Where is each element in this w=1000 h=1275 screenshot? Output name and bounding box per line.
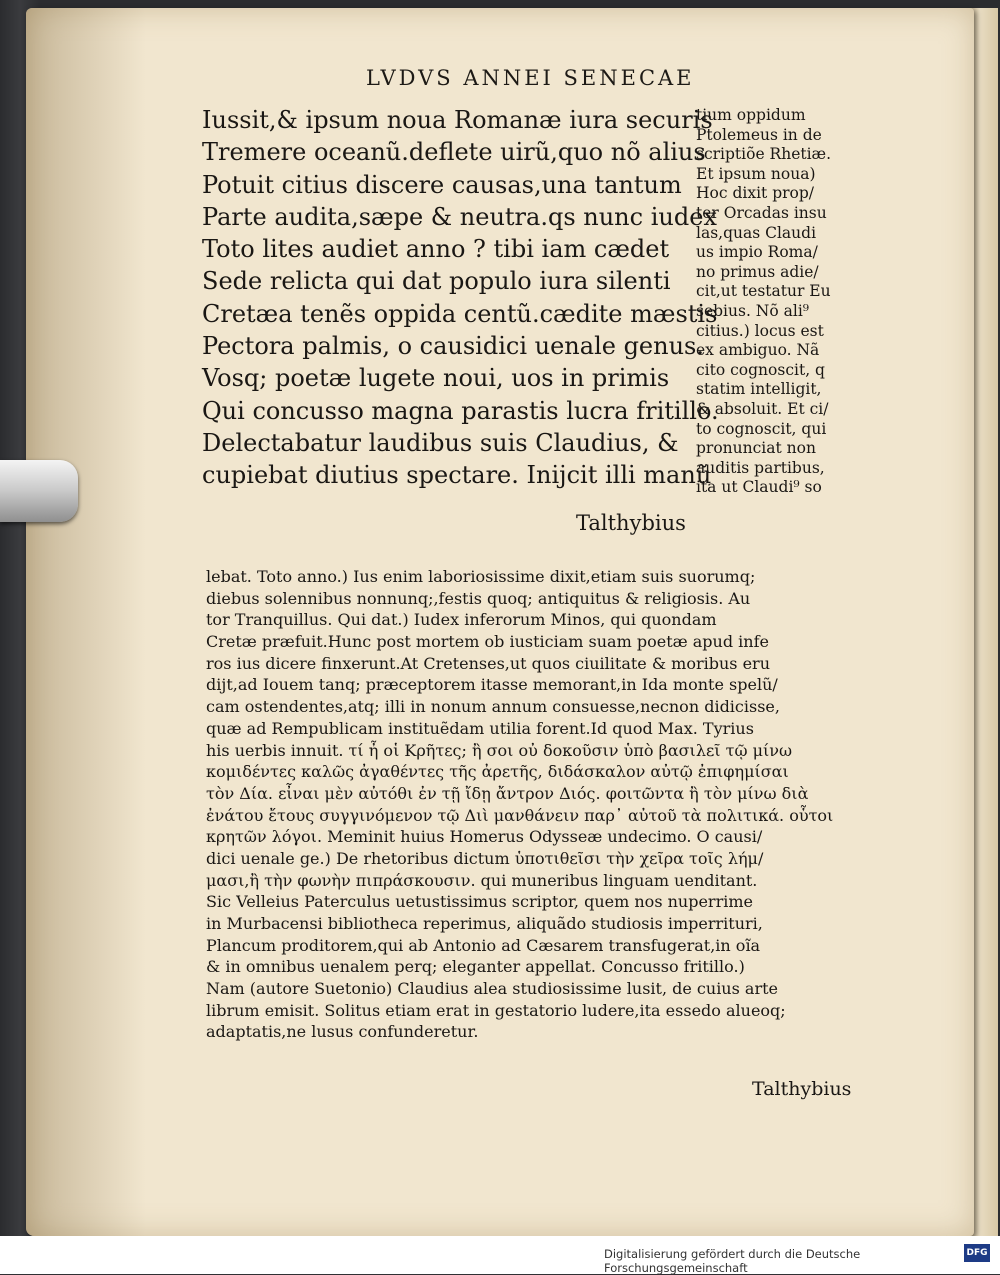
margin-note-line: cito cognoscit, q	[696, 360, 825, 379]
verse-line: Cretæa tenẽs oppida centũ.cædite mæstis	[202, 299, 718, 328]
commentary-line: μασι,ἢ τὴν φωνὴν πιπράσκουσιν. qui muneribus linguam uenditant.	[206, 870, 758, 890]
verse-speaker: Talthybius	[576, 511, 686, 535]
verse-line: Tremere oceanũ.deflete uirũ,quo nõ alius	[202, 138, 706, 167]
margin-note-line: no primus adie/	[696, 262, 819, 281]
commentary-line: librum emisit. Solitus etiam erat in gestatorio ludere,ita essedo alueoq;	[206, 1000, 786, 1020]
commentary-line: Plancum proditorem,qui ab Antonio ad Cæsarem transfugerat,in oĩa	[206, 935, 761, 955]
verse-line: Pectora palmis, o causidici uenale genus.	[202, 332, 704, 361]
verse-line: Parte audita,sæpe & neutra.qs nunc iudex	[202, 202, 717, 231]
margin-commentary	[696, 106, 872, 498]
verse-line: Vosq; poetæ lugete noui, uos in primis	[202, 364, 670, 393]
running-header: LVDVS ANNEI SENECAE	[366, 66, 695, 90]
margin-note-line: Hoc dixit prop/	[696, 184, 814, 203]
commentary-line: Nam (autore Suetonio) Claudius alea studiosissime lusit, de cuius arte	[206, 979, 778, 999]
commentary-line: his uerbis innuit. τί ἦ οἱ Κρῆτες; ἢ σοι οὐ δοκοῦσιν ὑπὸ βασιλεῖ τῷ μίνω	[206, 740, 793, 760]
commentary-line: in Murbacensi bibliotheca reperimus, aliquãdo studiosis imperrituri,	[206, 914, 763, 933]
commentary-line: κομιδέντες καλῶς ἀγαθέντες τῆς ἀρετῆς, διδάσκαλον αὐτῷ ἐπιφημίσαι	[206, 762, 789, 782]
commentary-line: dijt,ad Iouem tanq; præceptorem itasse memorant,in Ida monte spelũ/	[206, 675, 778, 695]
verse-line: Toto lites audiet anno ? tibi iam cædet	[202, 235, 670, 264]
margin-note-line: Et ipsum noua)	[696, 164, 816, 183]
commentary-line: dici uenale ge.) De rhetoribus dictum ὑποτιθεῖσι τὴν χεῖρα τοῖς λήμ/	[206, 848, 764, 868]
commentary-line: κρητῶν λόγοι. Meminit huius Homerus Odysseæ undecimo. O causi/	[206, 827, 763, 847]
commentary-line: quæ ad Rempublicam instituẽdam utilia forent.Id quod Max. Tyrius	[206, 718, 754, 738]
commentary-line: τὸν Δία. εἶναι μὲν αὐτόθι ἐν τῇ ἴδῃ ἄντρον Διός. φοιτῶντα ἢ τὸν μίνω διὰ	[206, 783, 809, 803]
margin-note-line: ter Orcadas insu	[696, 203, 827, 222]
margin-note-line: statim intelligit,	[696, 380, 822, 399]
verse-line: cupiebat diutius spectare. Inijcit illi manũ	[202, 461, 712, 490]
margin-note-line: Ptolemeus in de	[696, 125, 822, 144]
verse-line: Sede relicta qui dat populo iura silenti	[202, 267, 671, 296]
verse-block	[202, 104, 719, 492]
commentary-line: Sic Velleius Paterculus uetustissimus scriptor, quem nos nuperrime	[206, 892, 753, 912]
commentary-line: diebus solennibus nonnunq;,festis quoq; antiquitus & religiosis. Au	[206, 588, 751, 608]
verse-line: Qui concusso magna parastis lucra fritillo.	[202, 396, 719, 425]
catchword: Talthybius	[752, 1078, 852, 1100]
commentary-line: tor Tranquillus. Qui dat.) Iudex inferorum Minos, qui quondam	[206, 610, 717, 630]
verse-line: Iussit,& ipsum noua Romanæ iura securis	[202, 106, 713, 134]
footer-credit: Digitalisierung gefördert durch die Deutsche Forschungsgemeinschaft	[604, 1247, 861, 1275]
margin-note-line: sebius. Nõ ali⁹	[696, 301, 809, 320]
commentary-line: & in omnibus uenalem perq; eleganter appellat. Concusso fritillo.)	[206, 957, 745, 977]
margin-note-line: cit,ut testatur Eu	[696, 282, 831, 301]
dfg-logo: DFG	[964, 1244, 990, 1262]
margin-note-line: scriptiõe Rhetiæ.	[696, 145, 832, 164]
commentary-line: cam ostendentes,atq; illi in nonum annum consuesse,necnon didicisse,	[206, 697, 780, 717]
margin-note-line: pronunciat non	[696, 439, 816, 458]
gutter-shadow	[26, 8, 146, 1236]
commentary-line: ἐνάτου ἔτους συγγινόμενον τῷ Διὶ μανθάνειν παρ᾽ αὐτοῦ τὰ πολιτικά. οὗτοι	[206, 805, 834, 825]
margin-note-line: tium oppidum	[696, 106, 806, 124]
margin-note-line: ita ut Claudi⁹ so	[696, 478, 822, 497]
commentary-line: Cretæ præfuit.Hunc post mortem ob iusticiam suam poetæ apud infe	[206, 632, 769, 652]
margin-note-line: & absoluit. Et ci/	[696, 399, 829, 418]
margin-note-line: las,quas Claudi	[696, 223, 817, 242]
margin-note-line: to cognoscit, qui	[696, 419, 827, 438]
verse-line: Potuit citius discere causas,una tantum	[202, 170, 682, 199]
verse-line: Delectabatur laudibus suis Claudius, &	[202, 428, 679, 457]
page-clip	[0, 460, 78, 522]
commentary-block	[206, 566, 866, 1043]
commentary-line: ros ius dicere finxerunt.At Cretenses,ut quos ciuilitate & moribus eru	[206, 653, 771, 673]
margin-note-line: ex ambiguo. Nã	[696, 341, 820, 360]
margin-note-line: citius.) locus est	[696, 321, 824, 340]
commentary-line: adaptatis,ne lusus confunderetur.	[206, 1022, 479, 1042]
margin-note-line: auditis partibus,	[696, 458, 825, 477]
commentary-line: lebat. Toto anno.) Ius enim laboriosissime dixit,etiam suis suorumq;	[206, 567, 756, 586]
margin-note-line: us impio Roma/	[696, 243, 818, 262]
